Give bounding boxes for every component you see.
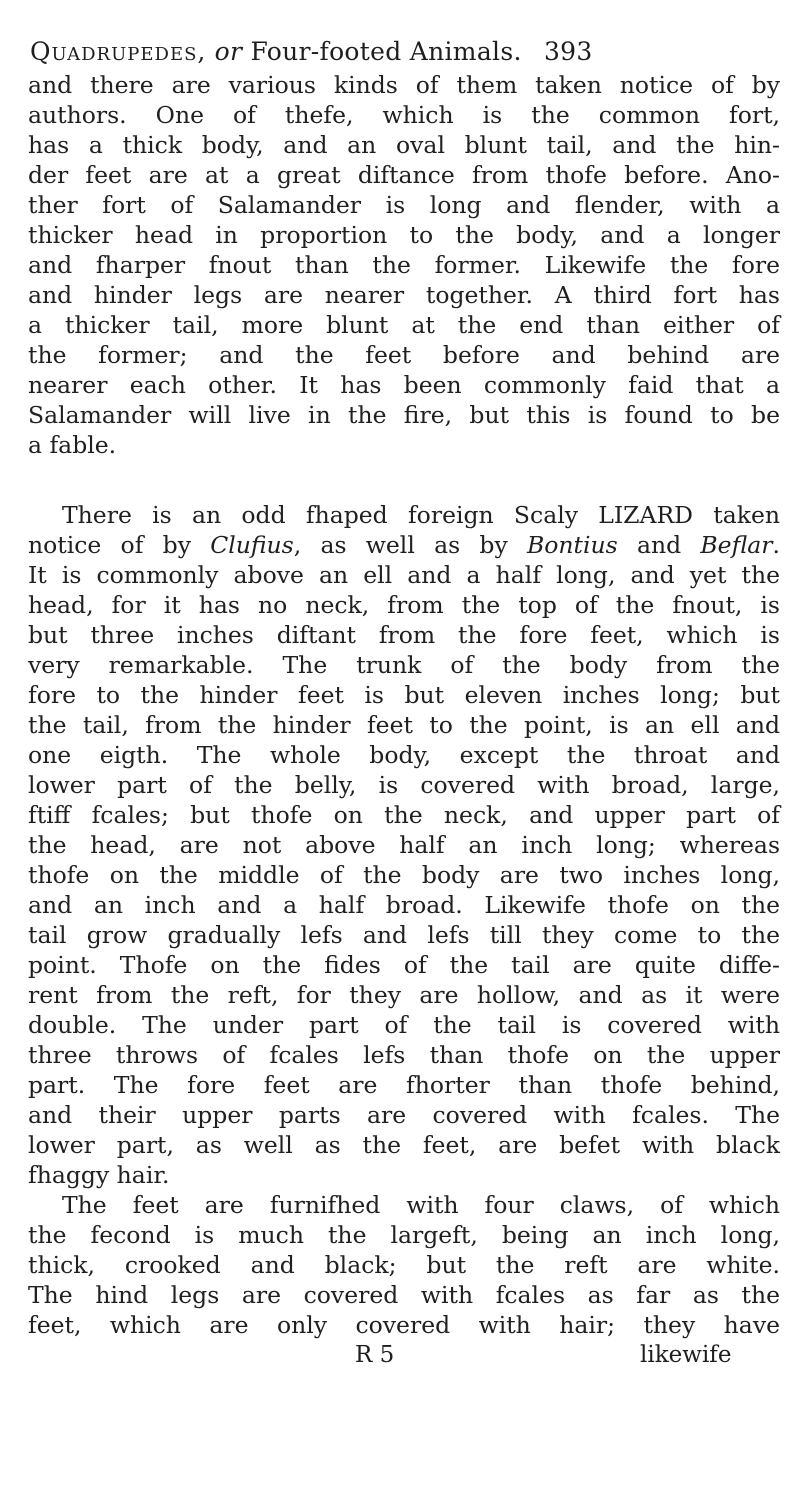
text-line: a fable. [28, 431, 117, 459]
text-line: fhaggy hair. [28, 1161, 170, 1189]
page-number: 393 [543, 37, 593, 66]
text-line: rent from the reft, for they are hollow, and as it were [28, 981, 780, 1009]
text-line: and fharper fnout than the former. Likewife the fore [28, 251, 780, 279]
text-line: head, for it has no neck, from the top of the fnout, is [28, 591, 780, 619]
text-line: the head, are not above half an inch long; whereas [28, 831, 780, 859]
text-line: and an inch and a half broad. Likewife thofe on the [28, 891, 780, 919]
signature-mark: R 5 [355, 1342, 395, 1368]
text-line: feet, which are only covered with hair; they have [28, 1311, 780, 1339]
text-line: part. The fore feet are fhorter than thofe behind, [28, 1071, 780, 1099]
text-line: ftiff fcales; but thofe on the neck, and upper part of [28, 801, 780, 829]
text-line: and there are various kinds of them taken notice of by [28, 71, 780, 99]
text-line: the tail, from the hinder feet to the point, is an ell and [28, 711, 780, 739]
text-line: one eigth. The whole body, except the throat and [28, 741, 780, 769]
text-line: Salamander will live in the fire, but this is found to be [28, 401, 780, 429]
text-line: authors. One of thefe, which is the common fort, [28, 101, 780, 129]
text-line: ther fort of Salamander is long and flender, with a [28, 191, 780, 219]
text-line: tail grow gradually lefs and lefs till they come to the [28, 921, 780, 949]
text-line: the fecond is much the largeft, being an inch long, [28, 1221, 780, 1249]
text-line: point. Thofe on the fides of the tail are quite diffe- [28, 951, 780, 979]
text-line: The hind legs are covered with fcales as far as the [28, 1281, 780, 1309]
text-line: but three inches diftant from the fore feet, which is [28, 621, 780, 649]
text-line: lower part of the belly, is covered with broad, large, [28, 771, 780, 799]
running-title: Four-footed Animals. [250, 37, 522, 66]
text-line: The feet are furnifhed with four claws, of which [62, 1191, 780, 1219]
author-bontius: Bontius [526, 531, 618, 559]
catchword: likewife [640, 1342, 732, 1368]
text-line: der feet are at a great diftance from thofe before. Ano- [28, 161, 780, 189]
text-line: lower part, as well as the feet, are befet with black [28, 1131, 780, 1159]
text-line: thicker head in proportion to the body, and a longer [28, 221, 780, 249]
text-line: and their upper parts are covered with fcales. The [28, 1101, 780, 1129]
text-line: notice of by Clufius, as well as by Bontius and Beflar. [28, 531, 780, 559]
text-line: has a thick body, and an oval blunt tail, and the hin- [28, 131, 780, 159]
text-line: nearer each other. It has been commonly faid that a [28, 371, 780, 399]
text-line: the former; and the feet before and behind are [28, 341, 780, 369]
text-line: There is an odd fhaped foreign Scaly LIZARD taken [62, 501, 780, 529]
text-line: and hinder legs are nearer together. A third fort has [28, 281, 780, 309]
text-line: a thicker tail, more blunt at the end than either of [28, 311, 780, 339]
running-head-or: or [214, 37, 243, 66]
running-header [30, 36, 780, 68]
author-clusius: Clufius [210, 531, 294, 559]
text-line: thick, crooked and black; but the reft are white. [28, 1251, 780, 1279]
running-head: Quadrupedes, [30, 37, 207, 66]
author-beslar: Beflar [700, 531, 773, 559]
text-line: very remarkable. The trunk of the body from the [28, 651, 780, 679]
text-line: fore to the hinder feet is but eleven inches long; but [28, 681, 780, 709]
text-line: three throws of fcales lefs than thofe on the upper [28, 1041, 780, 1069]
text-line: double. The under part of the tail is covered with [28, 1011, 780, 1039]
text-line: thofe on the middle of the body are two inches long, [28, 861, 780, 889]
text-line: It is commonly above an ell and a half long, and yet the [28, 561, 780, 589]
